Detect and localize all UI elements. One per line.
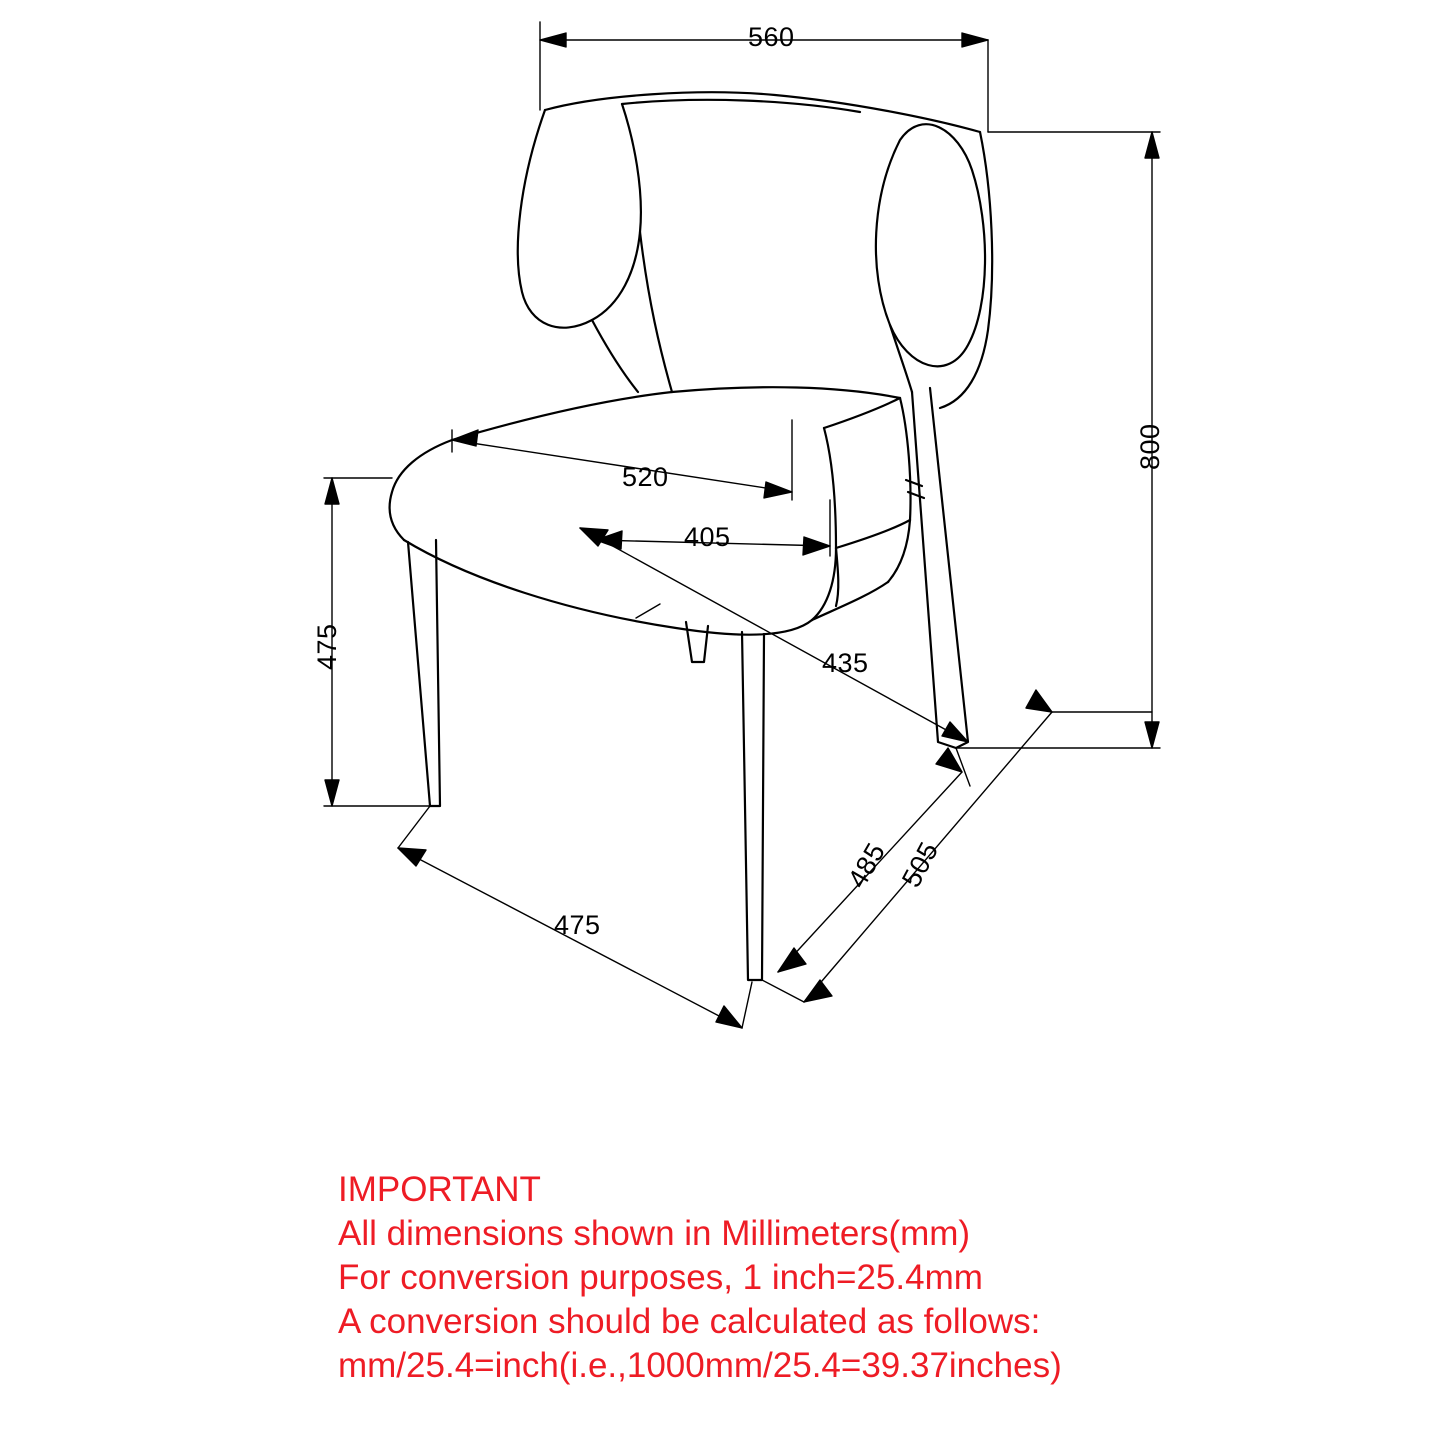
notes-line-3: A conversion should be calculated as follows: (338, 1302, 1041, 1341)
notes-line-2: For conversion purposes, 1 inch=25.4mm (338, 1258, 983, 1297)
chair-seat (390, 387, 911, 635)
dimension-label-overall-height: 800 (1135, 423, 1165, 470)
notes-line-1: All dimensions shown in Millimeters(mm) (338, 1214, 971, 1253)
dimension-lines (324, 22, 1160, 1028)
dimension-label-overall-depth: 505 (896, 836, 945, 893)
chair-backrest (518, 92, 992, 408)
dimension-label-overall-width: 560 (748, 22, 795, 52)
dimension-label-leg-spread-front: 475 (554, 910, 601, 940)
dimension-label-seat-front-width: 405 (684, 522, 731, 552)
dimension-label-seat-depth-diagonal: 435 (822, 648, 869, 678)
notes-line-4: mm/25.4=inch(i.e.,1000mm/25.4=39.37inches) (338, 1346, 1062, 1385)
dimension-label-seat-height: 475 (312, 623, 342, 670)
notes-heading: IMPORTANT (338, 1170, 541, 1209)
dimension-label-leg-spread-side: 485 (842, 837, 892, 893)
dimension-label-seat-width: 520 (622, 462, 669, 492)
important-notes (338, 1168, 1062, 1388)
